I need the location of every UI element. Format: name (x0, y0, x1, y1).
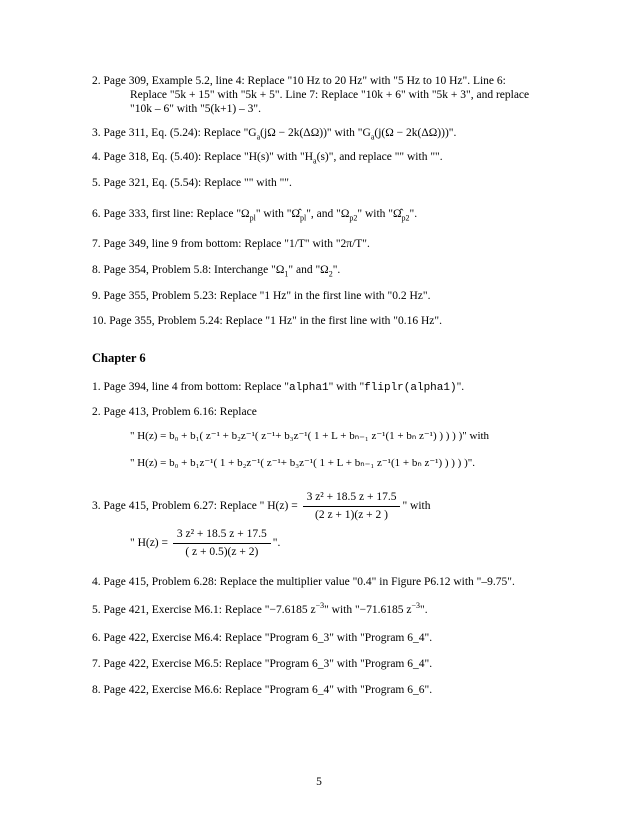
erratum-6-6: 6. Page 422, Exercise M6.4: Replace "Program 6_3" with "Program 6_4". (92, 632, 433, 644)
erratum-6-2-equation-old: " H(z) = b₀ + b₁( z⁻¹ + b₂z⁻¹( z⁻¹+ b₃z⁻¹( 1 + L + bₙ₋₁ z⁻¹(1 + bₙ z⁻¹) ) ) ) )" with (130, 430, 490, 442)
erratum-6-8: 8. Page 422, Exercise M6.6: Replace "Program 6_4" with "Program 6_6". (92, 684, 433, 696)
chapter-heading: Chapter 6 (92, 351, 146, 365)
fraction-old: $\frac{\text{3 z² + 18.5 z + 17.5}}{(2 z + 1)(z + 2 )}$ (303, 490, 401, 523)
erratum-5-5: 5. Page 321, Eq. (5.54): Replace "" with "". (92, 177, 292, 189)
erratum-6-7: 7. Page 422, Exercise M6.5: Replace "Program 6_3" with "Program 6_4". (92, 658, 433, 670)
erratum-5-9: 9. Page 355, Problem 5.23: Replace "1 Hz" in the first line with "0.2 Hz". (92, 290, 431, 302)
erratum-5-6: 6. Page 333, first line: Replace "$\Omega_{pl}$" with "$\Omegâ_{pl}$", and "$\Omega_{p2}$" with "$\Omegâ_{p2}$". (92, 208, 418, 223)
erratum-6-1: 1. Page 394, line 4 from bottom: Replace "alpha1" with "fliplr(alpha1)". (92, 381, 465, 394)
erratum-5-2-line2: Replace "5k + 15" with "5k + 5". Line 7: Replace "10k + 6" with "5k + 3", and replace (130, 89, 530, 101)
erratum-5-10: 10. Page 355, Problem 5.24: Replace "1 Hz" in the first line with "0.16 Hz". (92, 315, 442, 327)
erratum-6-2-equation-new: " H(z) = b₀ + b₁z⁻¹( 1 + b₂z⁻¹( z⁻¹+ b₃z⁻¹( 1 + L + bₙ₋₁ z⁻¹(1 + bₙ z⁻¹) ) ) ) )". (130, 457, 476, 469)
erratum-5-4: 4. Page 318, Eq. (5.40): Replace "H(s)" with "$H_a(s)$", and replace "" with "". (92, 151, 443, 166)
page-number: 5 (316, 776, 322, 788)
erratum-5-2-line3: "10k – 6" with "5(k+1) – 3". (130, 103, 261, 115)
erratum-6-2-heading: 2. Page 413, Problem 6.16: Replace (92, 406, 257, 418)
erratum-6-4: 4. Page 415, Problem 6.28: Replace the multiplier value "0.4" in Figure P6.12 with "–9.75". (92, 576, 515, 588)
fraction-new: $\frac{\text{3 z² + 18.5 z + 17.5}}{( z + 0.5)(z + 2)}$ (173, 527, 271, 560)
erratum-5-7: 7. Page 349, line 9 from bottom: Replace "1/T" with "2π/T". (92, 238, 370, 250)
erratum-5-2-line1: 2. Page 309, Example 5.2, line 4: Replace "10 Hz to 20 Hz" with "5 Hz to 10 Hz". Line 6: (92, 75, 506, 87)
erratum-6-3-line2: " H(z) = $\frac{\text{3 z² + 18.5 z + 17.5}}{( z + 0.5)(z + 2)}$ ". (130, 528, 281, 558)
erratum-6-3-line1: 3. Page 415, Problem 6.27: Replace " H(z) = $\frac{\text{3 z² + 18.5 z + 17.5}}{(2 z + 1)(z + 2 )}$ " with (92, 491, 431, 521)
erratum-5-8: 8. Page 354, Problem 5.8: Interchange "$\Omega_1$" and "$\Omega_2$". (92, 264, 341, 279)
erratum-6-5: 5. Page 421, Exercise M6.1: Replace "−7.6185 $z^{-3}$" with "−71.6185 $z^{-3}$". (92, 601, 428, 616)
erratum-5-3: 3. Page 311, Eq. (5.24): Replace "$G_a(j\Omega - 2k(\Delta\Omega))$" with "$G_a(j(\Omega - 2k(\Delta\Omega)))$". (92, 127, 457, 142)
